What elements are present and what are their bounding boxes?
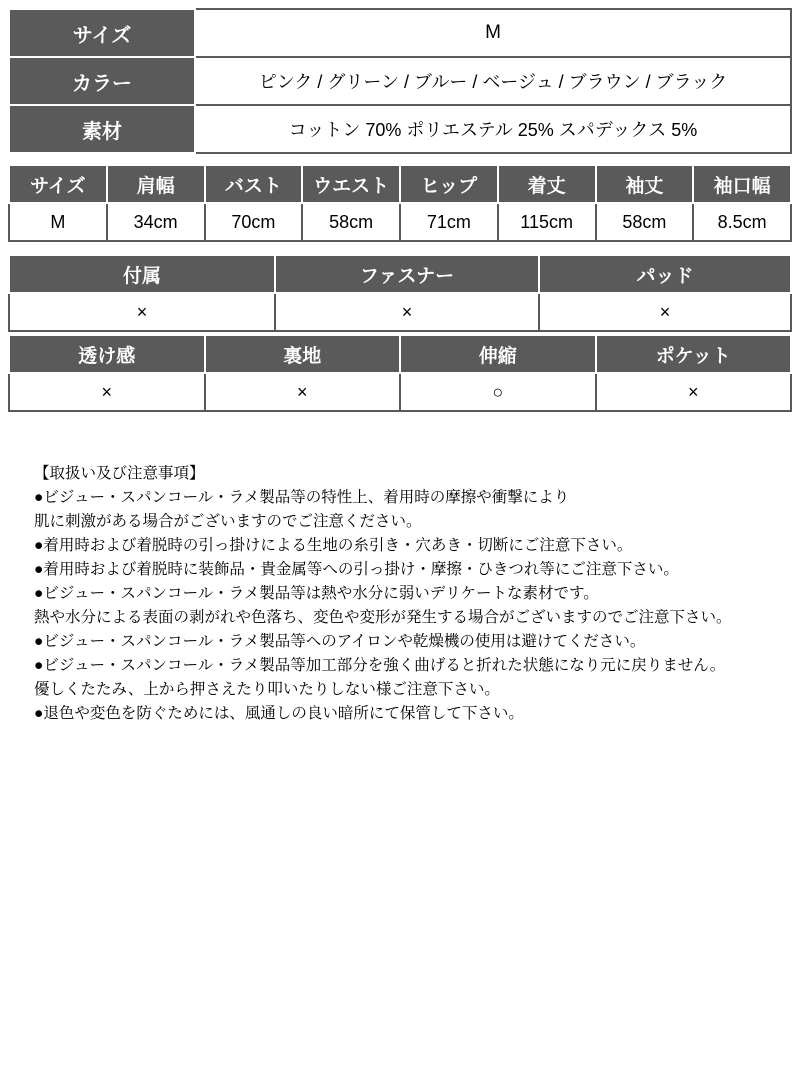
measure-value-hip: 71cm [400,203,498,241]
spec-table [8,8,792,154]
table-row [9,105,791,153]
spec-value-material: コットン 70% ポリエステル 25% スパデックス 5% [195,105,791,153]
attr-value-stretch: ○ [400,373,596,411]
attribute-table-2 [8,334,792,412]
measurement-table [8,164,792,242]
measure-header-waist: ウエスト [302,165,400,203]
measure-header-size: サイズ [9,165,107,203]
measure-value-waist: 58cm [302,203,400,241]
measure-value-cuff: 8.5cm [693,203,791,241]
attr-header-stretch: 伸縮 [400,335,596,373]
care-note-line: ●退色や変色を防ぐためには、風通しの良い暗所にて保管して下さい。 [34,705,524,723]
table-header-row [9,335,791,373]
attr-value-pocket: × [596,373,792,411]
attr-value-lining: × [205,373,401,411]
measure-header-cuff: 袖口幅 [693,165,791,203]
measure-value-sleeve: 58cm [596,203,694,241]
care-note-line: 肌に刺激がある場合がございますのでご注意ください。 [34,513,422,531]
table-row [9,203,791,241]
spec-label-size: サイズ [9,9,195,57]
attr-header-pocket: ポケット [596,335,792,373]
care-note-line: ●着用時および着脱時に装飾品・貴金属等への引っ掛け・摩擦・ひきつれ等にご注意下さい。 [34,561,679,579]
measure-value-shoulder: 34cm [107,203,205,241]
measure-value-size: M [9,203,107,241]
measure-header-hip: ヒップ [400,165,498,203]
attribute-table-1 [8,254,792,332]
attr-value-sheer: × [9,373,205,411]
table-header-row [9,165,791,203]
measure-value-length: 115cm [498,203,596,241]
table-row [9,373,791,411]
table-header-row [9,255,791,293]
care-note-line: ●ビジュー・スパンコール・ラメ製品等は熱や水分に弱いデリケートな素材です。 [34,585,599,603]
attr-value-pad: × [539,293,791,331]
measure-header-shoulder: 肩幅 [107,165,205,203]
attr-header-pad: パッド [539,255,791,293]
care-note-line: ●ビジュー・スパンコール・ラメ製品等の特性上、着用時の摩擦や衝撃により [34,489,570,507]
attr-header-accessory: 付属 [9,255,275,293]
attr-header-lining: 裏地 [205,335,401,373]
table-row [9,293,791,331]
care-note-line: ●ビジュー・スパンコール・ラメ製品等へのアイロンや乾燥機の使用は避けてください。 [34,633,646,651]
attr-value-accessory: × [9,293,275,331]
care-note-line: 熱や水分による表面の剥がれや色落ち、変色や変形が発生する場合がございますのでご注意下さい。 [34,609,732,627]
attr-value-zipper: × [275,293,539,331]
care-notes [8,462,792,726]
table-row [9,9,791,57]
attr-header-zipper: ファスナー [275,255,539,293]
spec-value-color: ピンク / グリーン / ブルー / ベージュ / ブラウン / ブラック [195,57,791,105]
spec-label-material: 素材 [9,105,195,153]
care-note-line: ●ビジュー・スパンコール・ラメ製品等加工部分を強く曲げると折れた状態になり元に戻りません。 [34,657,726,675]
care-note-line: ●着用時および着脱時の引っ掛けによる生地の糸引き・穴あき・切断にご注意下さい。 [34,537,633,555]
measure-header-bust: バスト [205,165,303,203]
care-note-line: 優しくたたみ、上から押さえたり叩いたりしない様ご注意下さい。 [34,681,500,699]
attr-header-sheer: 透け感 [9,335,205,373]
table-row [9,57,791,105]
measure-header-length: 着丈 [498,165,596,203]
spec-value-size: M [195,9,791,57]
measure-header-sleeve: 袖丈 [596,165,694,203]
care-notes-title: 【取扱い及び注意事項】 [34,465,205,482]
spec-label-color: カラー [9,57,195,105]
measure-value-bust: 70cm [205,203,303,241]
